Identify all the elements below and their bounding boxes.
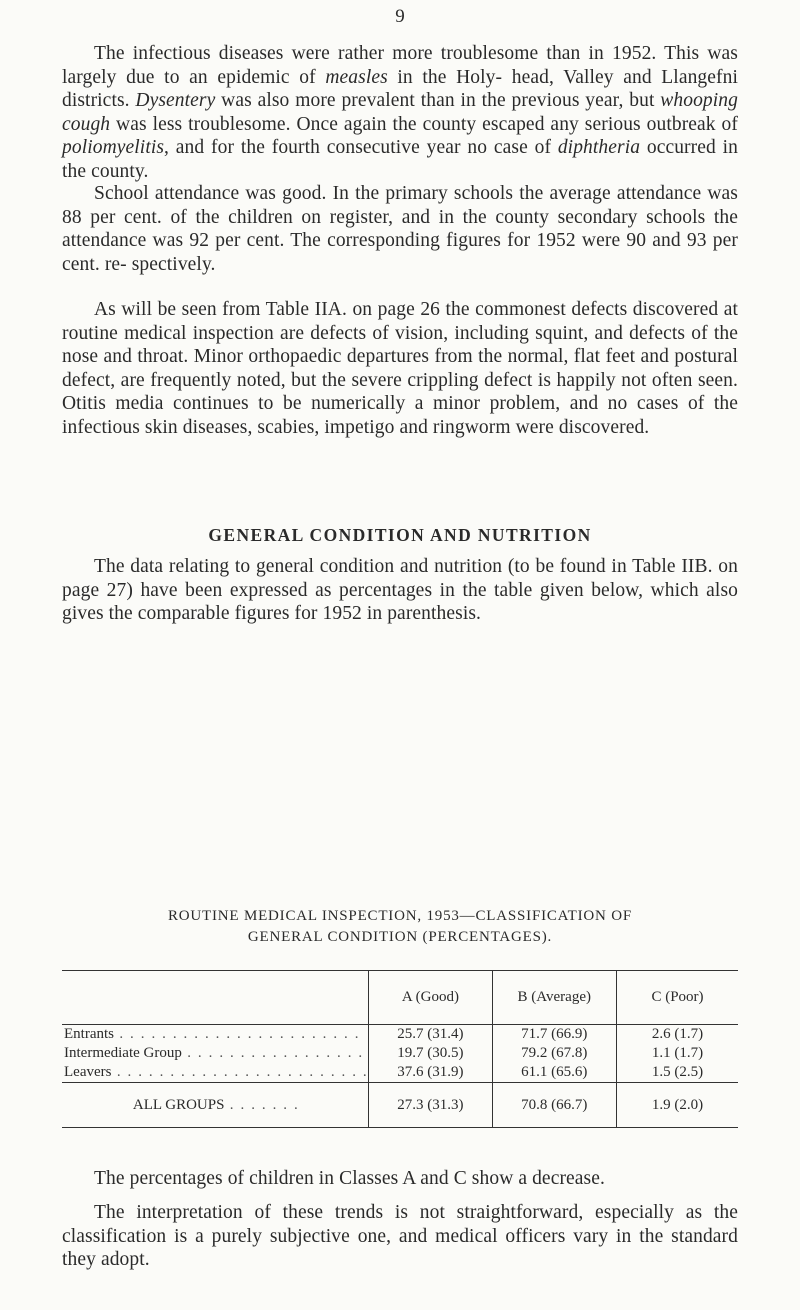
table-total-row xyxy=(62,1083,738,1128)
row-label: Entrants . . . . . . . . . . . . . . . . . . . . . . . xyxy=(64,1026,361,1042)
header-poor: C (Poor) xyxy=(617,971,739,1025)
italic-term: Dysentery xyxy=(135,90,216,111)
cell-poor: 2.6 (1.7) xyxy=(617,1025,739,1045)
paragraph-percentages: The percentages of children in Classes A and C show a decrease. xyxy=(94,1168,605,1189)
total-poor: 1.9 (2.0) xyxy=(617,1083,739,1128)
text-run: in the Holy- head, Valley and Llangefni districts. xyxy=(62,66,738,111)
text-run: The infectious diseases were rather more troublesome than in 1952. This was largely due to an epidemic of xyxy=(62,43,738,88)
general-condition-table xyxy=(62,970,738,1128)
paragraph-interpretation: The interpretation of these trends is not straightforward, especially as the classification is a purely subjective one, and medical officers vary in the standard they adopt. xyxy=(62,1202,738,1270)
cell-good: 25.7 (31.4) xyxy=(369,1025,492,1045)
paragraph-infectious-diseases xyxy=(62,42,738,183)
cell-poor: 1.1 (1.7) xyxy=(617,1044,739,1063)
text-run: was less troublesome. Once again the county escaped any serious outbreak of xyxy=(110,113,738,135)
header-good: A (Good) xyxy=(369,971,492,1025)
italic-term: poliomyelitis xyxy=(62,137,165,158)
cell-average: 61.1 (65.6) xyxy=(492,1063,616,1083)
cell-poor: 1.5 (2.5) xyxy=(617,1063,739,1083)
paragraph-school-attendance: School attendance was good. In the primary schools the average attendance was 88 per cent. of the children on register, and in the county secondary schools the attendance was 92 per cent. The corresponding figures for 1952 were 90 and 93 per cent. re- spectively. xyxy=(62,183,738,275)
italic-term: measles xyxy=(325,66,388,88)
table-caption-line-2: GENERAL CONDITION (PERCENTAGES). xyxy=(247,929,553,945)
text-run: occurred in the county. xyxy=(62,137,738,182)
table-row xyxy=(62,1044,738,1063)
total-good: 27.3 (31.3) xyxy=(369,1083,492,1128)
text-run: , and for the fourth consecutive year no case of xyxy=(164,137,558,158)
cell-good: 37.6 (31.9) xyxy=(369,1063,492,1083)
row-label: Leavers . . . . . . . . . . . . . . . . . . . . . . . . xyxy=(64,1064,369,1080)
page-number: 9 xyxy=(395,6,405,27)
table-row xyxy=(62,1063,738,1083)
paragraph-defects: As will be seen from Table IIA. on page 26 the commonest defects discovered at routine medical inspection are defects of vision, including squint, and defects of the nose and throat. Minor orthopaedic departures from the normal, flat feet and postural defect, are frequently noted, but the severe crippling defect is happily not often seen. Otitis media continues to be numerically a minor problem, and no cases of the infectious skin diseases, scabies, impetigo and ringworm were discovered. xyxy=(62,299,738,438)
table-caption xyxy=(62,906,738,948)
header-average: B (Average) xyxy=(492,971,616,1025)
table-row xyxy=(62,1025,738,1045)
italic-term: diphtheria xyxy=(557,137,641,158)
paragraph-data-relating: The data relating to general condition and nutrition (to be found in Table IIB. on page 27) have been expressed as percentages in the table given below, which also gives the comparable figures for 1952 in parenthesis. xyxy=(62,556,738,624)
total-label: ALL GROUPS . . . . . . . xyxy=(62,1083,369,1128)
cell-good: 19.7 (30.5) xyxy=(369,1044,492,1063)
text-run: was also more prevalent than in the previous year, but xyxy=(215,90,661,111)
table-header-row xyxy=(62,971,738,1025)
cell-average: 71.7 (66.9) xyxy=(492,1025,616,1045)
total-average: 70.8 (66.7) xyxy=(492,1083,616,1128)
row-label: Intermediate Group . . . . . . . . . . . . . . . . . xyxy=(64,1045,364,1061)
header-empty xyxy=(62,971,369,1025)
section-heading: GENERAL CONDITION AND NUTRITION xyxy=(208,525,592,545)
italic-term: whooping cough xyxy=(62,90,738,135)
table-caption-line-1: ROUTINE MEDICAL INSPECTION, 1953—CLASSIFICATION OF xyxy=(167,908,633,924)
cell-average: 79.2 (67.8) xyxy=(492,1044,616,1063)
